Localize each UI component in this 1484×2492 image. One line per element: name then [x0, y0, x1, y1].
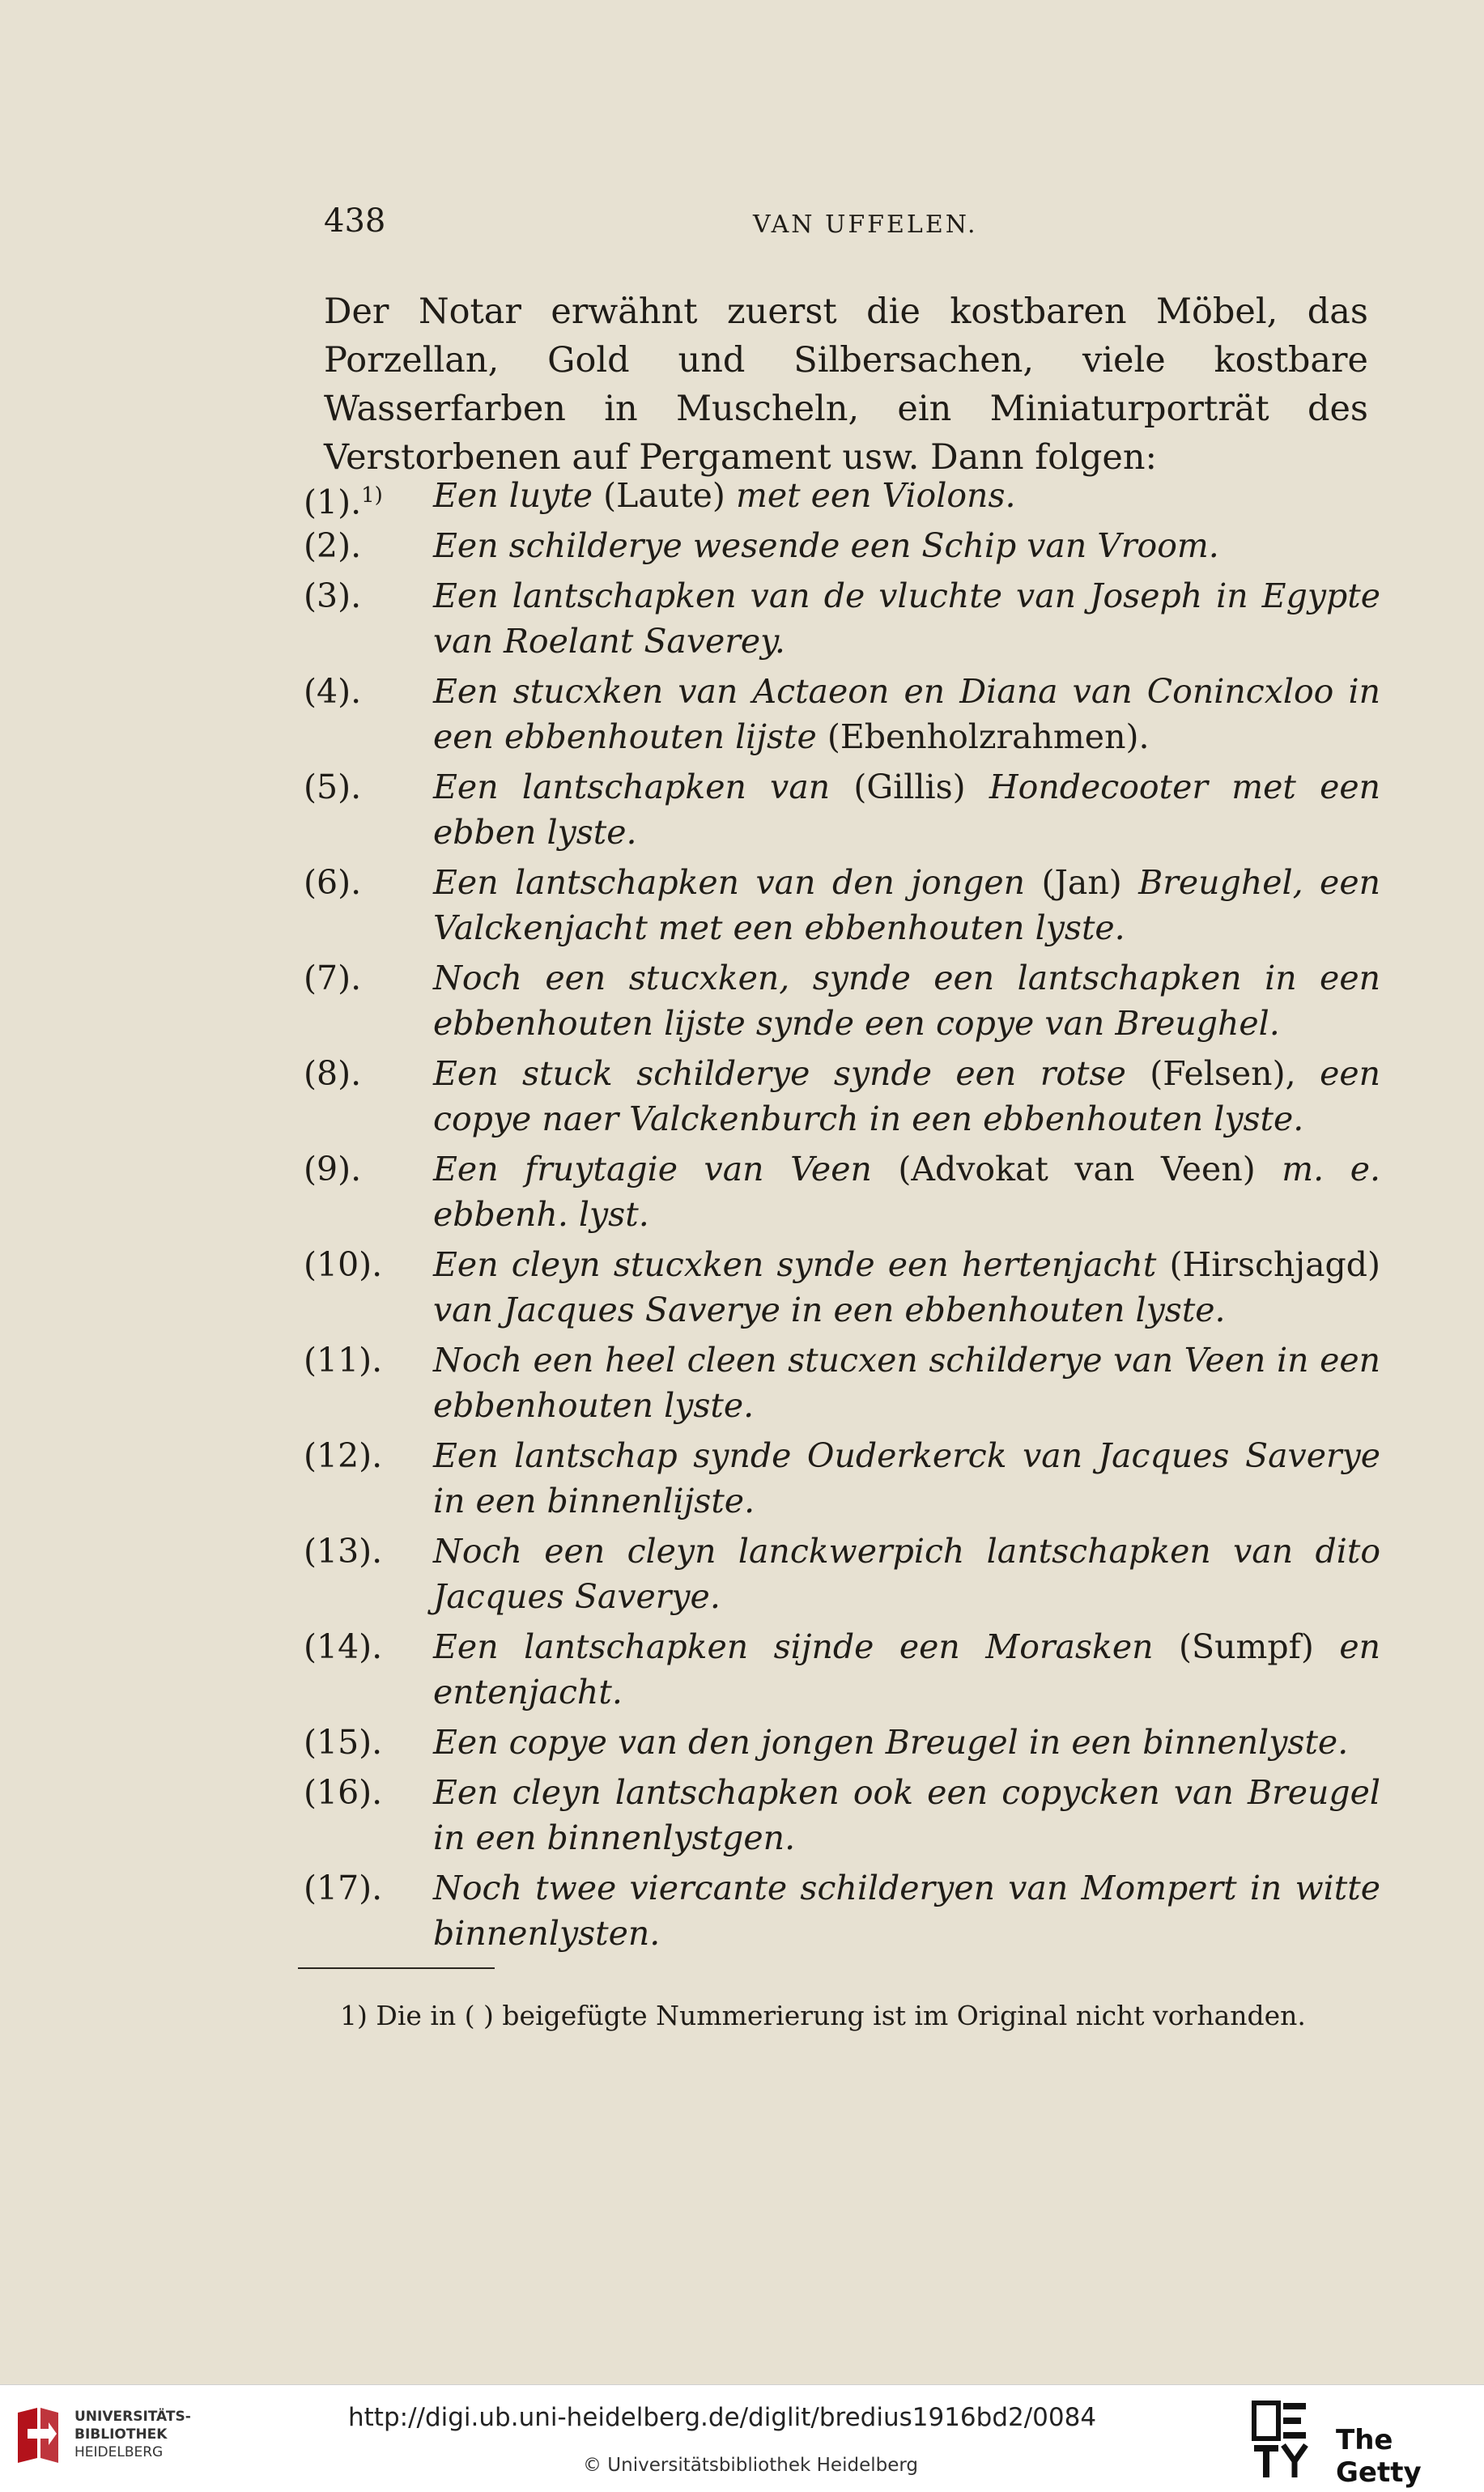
list-item — [304, 1624, 1380, 1715]
page-number: 438 — [324, 202, 386, 240]
entry-text — [433, 1242, 1380, 1333]
entry-number — [304, 955, 425, 1001]
list-item — [304, 860, 1380, 950]
dutch-text: Een lantschap synde Ouderkerck van Jacques Saverye in een binnenlijste. — [433, 1436, 1380, 1520]
entry-number — [304, 1337, 425, 1383]
entry-number — [304, 764, 425, 810]
entry-number — [304, 1433, 425, 1478]
entry-number-text: (12). — [304, 1436, 383, 1475]
entry-text — [433, 1624, 1380, 1715]
entry-number-text: (7). — [304, 959, 362, 997]
page-header — [324, 202, 1384, 251]
footnote: 1) Die in ( ) beigefügte Nummerierung ist im Original nicht vorhanden. — [340, 2000, 1306, 2031]
list-item — [304, 955, 1380, 1046]
entry-number-text: (15). — [304, 1723, 383, 1762]
dutch-text: Noch twee viercante schilderyen van Mompert in witte binnenlysten. — [433, 1869, 1380, 1953]
dutch-text: van Jacques Saverye in een ebbenhouten lyste. — [433, 1291, 1226, 1329]
entry-number-text: (16). — [304, 1773, 383, 1812]
german-gloss: (Jan) — [1041, 863, 1139, 902]
entry-number-text: (8). — [304, 1054, 362, 1093]
entry-number-text: (11). — [304, 1341, 383, 1380]
entry-number — [304, 573, 425, 619]
dutch-text: Een cleyn stucxken synde een hertenjacht — [433, 1245, 1170, 1284]
list-item — [304, 1242, 1380, 1333]
getty-name: The Getty — [1336, 2424, 1422, 2489]
entry-text — [433, 1337, 1380, 1428]
dutch-text: Een lantschapken van de vluchte van Joseph in Egypte van Roelant Saverey. — [433, 576, 1380, 661]
entry-number — [304, 1529, 425, 1574]
entry-text — [433, 1051, 1380, 1142]
dutch-text: Een copye van den jongen Breugel in een binnenlyste. — [433, 1723, 1349, 1762]
inventory-list — [304, 473, 1380, 1961]
entry-text — [433, 573, 1380, 664]
book-arrow-icon — [13, 2405, 62, 2466]
library-name-line: HEIDELBERG — [74, 2444, 164, 2460]
entry-number-text: (3). — [304, 576, 362, 615]
running-title: VAN UFFELEN. — [753, 211, 978, 239]
german-gloss: (Ebenholzrahmen). — [816, 717, 1150, 756]
list-item — [304, 473, 1380, 522]
entry-number-text: (1). — [304, 483, 362, 522]
entry-number — [304, 1624, 425, 1669]
footnote-rule — [298, 1967, 495, 1969]
entry-number — [304, 473, 425, 525]
intro-paragraph: Der Notar erwähnt zuerst die kostbaren Möbel, das Porzellan, Gold und Silbersachen, viele kostbare Wasserfarben in Muscheln, ein Miniaturporträt des Verstorbenen auf Pergament usw. Dann folgen: — [324, 291, 1368, 478]
entry-number-text: (4). — [304, 672, 362, 711]
dutch-text: Noch een heel cleen stucxen schilderye van Veen in een ebbenhouten lyste. — [433, 1341, 1380, 1425]
german-gloss: (Gillis) — [853, 768, 989, 806]
entry-text — [433, 1865, 1380, 1956]
entry-text — [433, 1433, 1380, 1524]
german-gloss: (Hirschjagd) — [1169, 1245, 1380, 1284]
library-name — [74, 2408, 191, 2461]
list-item — [304, 573, 1380, 664]
entry-text — [433, 860, 1380, 950]
getty-monogram-icon — [1251, 2400, 1309, 2481]
dutch-text: Een stuck schilderye synde een rotse — [433, 1054, 1150, 1093]
list-item — [304, 1433, 1380, 1524]
entry-number — [304, 523, 425, 568]
dutch-text: Een stucxken van Actaeon en Diana van Conincxloo in een ebbenhouten lijste — [433, 672, 1380, 756]
entry-number — [304, 860, 425, 905]
list-item — [304, 1146, 1380, 1237]
entry-text — [433, 764, 1380, 855]
german-gloss: (Felsen), — [1150, 1054, 1320, 1093]
library-name-line: BIBLIOTHEK — [74, 2426, 168, 2443]
entry-number — [304, 669, 425, 714]
dutch-text: m. e. ebbenh. lyst. — [433, 1150, 1380, 1234]
entry-number — [304, 1146, 425, 1192]
dutch-text: met een Violons. — [735, 476, 1016, 515]
entry-number — [304, 1720, 425, 1765]
entry-text — [433, 955, 1380, 1046]
german-gloss: (Laute) — [593, 476, 736, 515]
entry-number-text: (5). — [304, 768, 362, 806]
dutch-text: Een schilderye wesende een Schip van Vroom. — [433, 526, 1219, 565]
dutch-text: Een lantschapken van — [433, 768, 854, 806]
library-name-line: UNIVERSITÄTS- — [74, 2409, 191, 2425]
list-item — [304, 1770, 1380, 1860]
entry-number-text: (14). — [304, 1627, 383, 1666]
entry-number-text: (9). — [304, 1150, 362, 1189]
dutch-text: Een cleyn lantschapken ook een copycken van Breugel in een binnenlystgen. — [433, 1773, 1380, 1857]
entry-number-text: (13). — [304, 1532, 383, 1571]
list-item — [304, 1529, 1380, 1619]
german-gloss: (Advokat van Veen) — [898, 1150, 1282, 1189]
list-item — [304, 1720, 1380, 1765]
dutch-text: Breughel, een Valckenjacht met een ebbenhouten lyste. — [433, 863, 1380, 947]
entry-text — [433, 1720, 1380, 1765]
dutch-text: een copye naer Valckenburch in een ebbenhouten lyste. — [433, 1054, 1380, 1138]
dutch-text: Hondecooter met een ebben lyste. — [433, 768, 1380, 852]
german-gloss: (Sumpf) — [1179, 1627, 1340, 1666]
viewer-footer — [0, 2384, 1484, 2492]
entry-number — [304, 1770, 425, 1815]
footnote-marker: 1) — [361, 483, 383, 508]
dutch-text: Een lantschapken van den jongen — [433, 863, 1042, 902]
entry-text — [433, 1529, 1380, 1619]
entry-text — [433, 1146, 1380, 1237]
entry-number-text: (17). — [304, 1869, 383, 1907]
entry-number-text: (6). — [304, 863, 362, 902]
list-item — [304, 1051, 1380, 1142]
list-item — [304, 523, 1380, 568]
list-item — [304, 669, 1380, 759]
dutch-text: Een lantschapken sijnde een Morasken — [433, 1627, 1180, 1666]
entry-number-text: (10). — [304, 1245, 383, 1284]
entry-number — [304, 1051, 425, 1096]
entry-number — [304, 1242, 425, 1287]
dutch-text: Een luyte — [433, 476, 593, 515]
entry-text — [433, 523, 1380, 568]
entry-text — [433, 669, 1380, 759]
entry-text — [433, 1770, 1380, 1860]
dutch-text: Noch een stucxken, synde een lantschapken in een ebbenhouten lijste synde een copye van Breughel. — [433, 959, 1380, 1043]
entry-number — [304, 1865, 425, 1911]
list-item — [304, 1337, 1380, 1428]
copyright-notice: © Universitätsbibliothek Heidelberg — [583, 2455, 919, 2476]
entry-text — [433, 473, 1380, 518]
permalink-url[interactable]: http://digi.ub.uni-heidelberg.de/diglit/bredius1916bd2/0084 — [348, 2403, 1097, 2432]
entry-number-text: (2). — [304, 526, 362, 565]
list-item — [304, 764, 1380, 855]
dutch-text: Noch een cleyn lanckwerpich lantschapken van dito Jacques Saverye. — [433, 1532, 1380, 1616]
dutch-text: en entenjacht. — [433, 1627, 1380, 1712]
dutch-text: Een fruytagie van Veen — [433, 1150, 899, 1189]
list-item — [304, 1865, 1380, 1956]
